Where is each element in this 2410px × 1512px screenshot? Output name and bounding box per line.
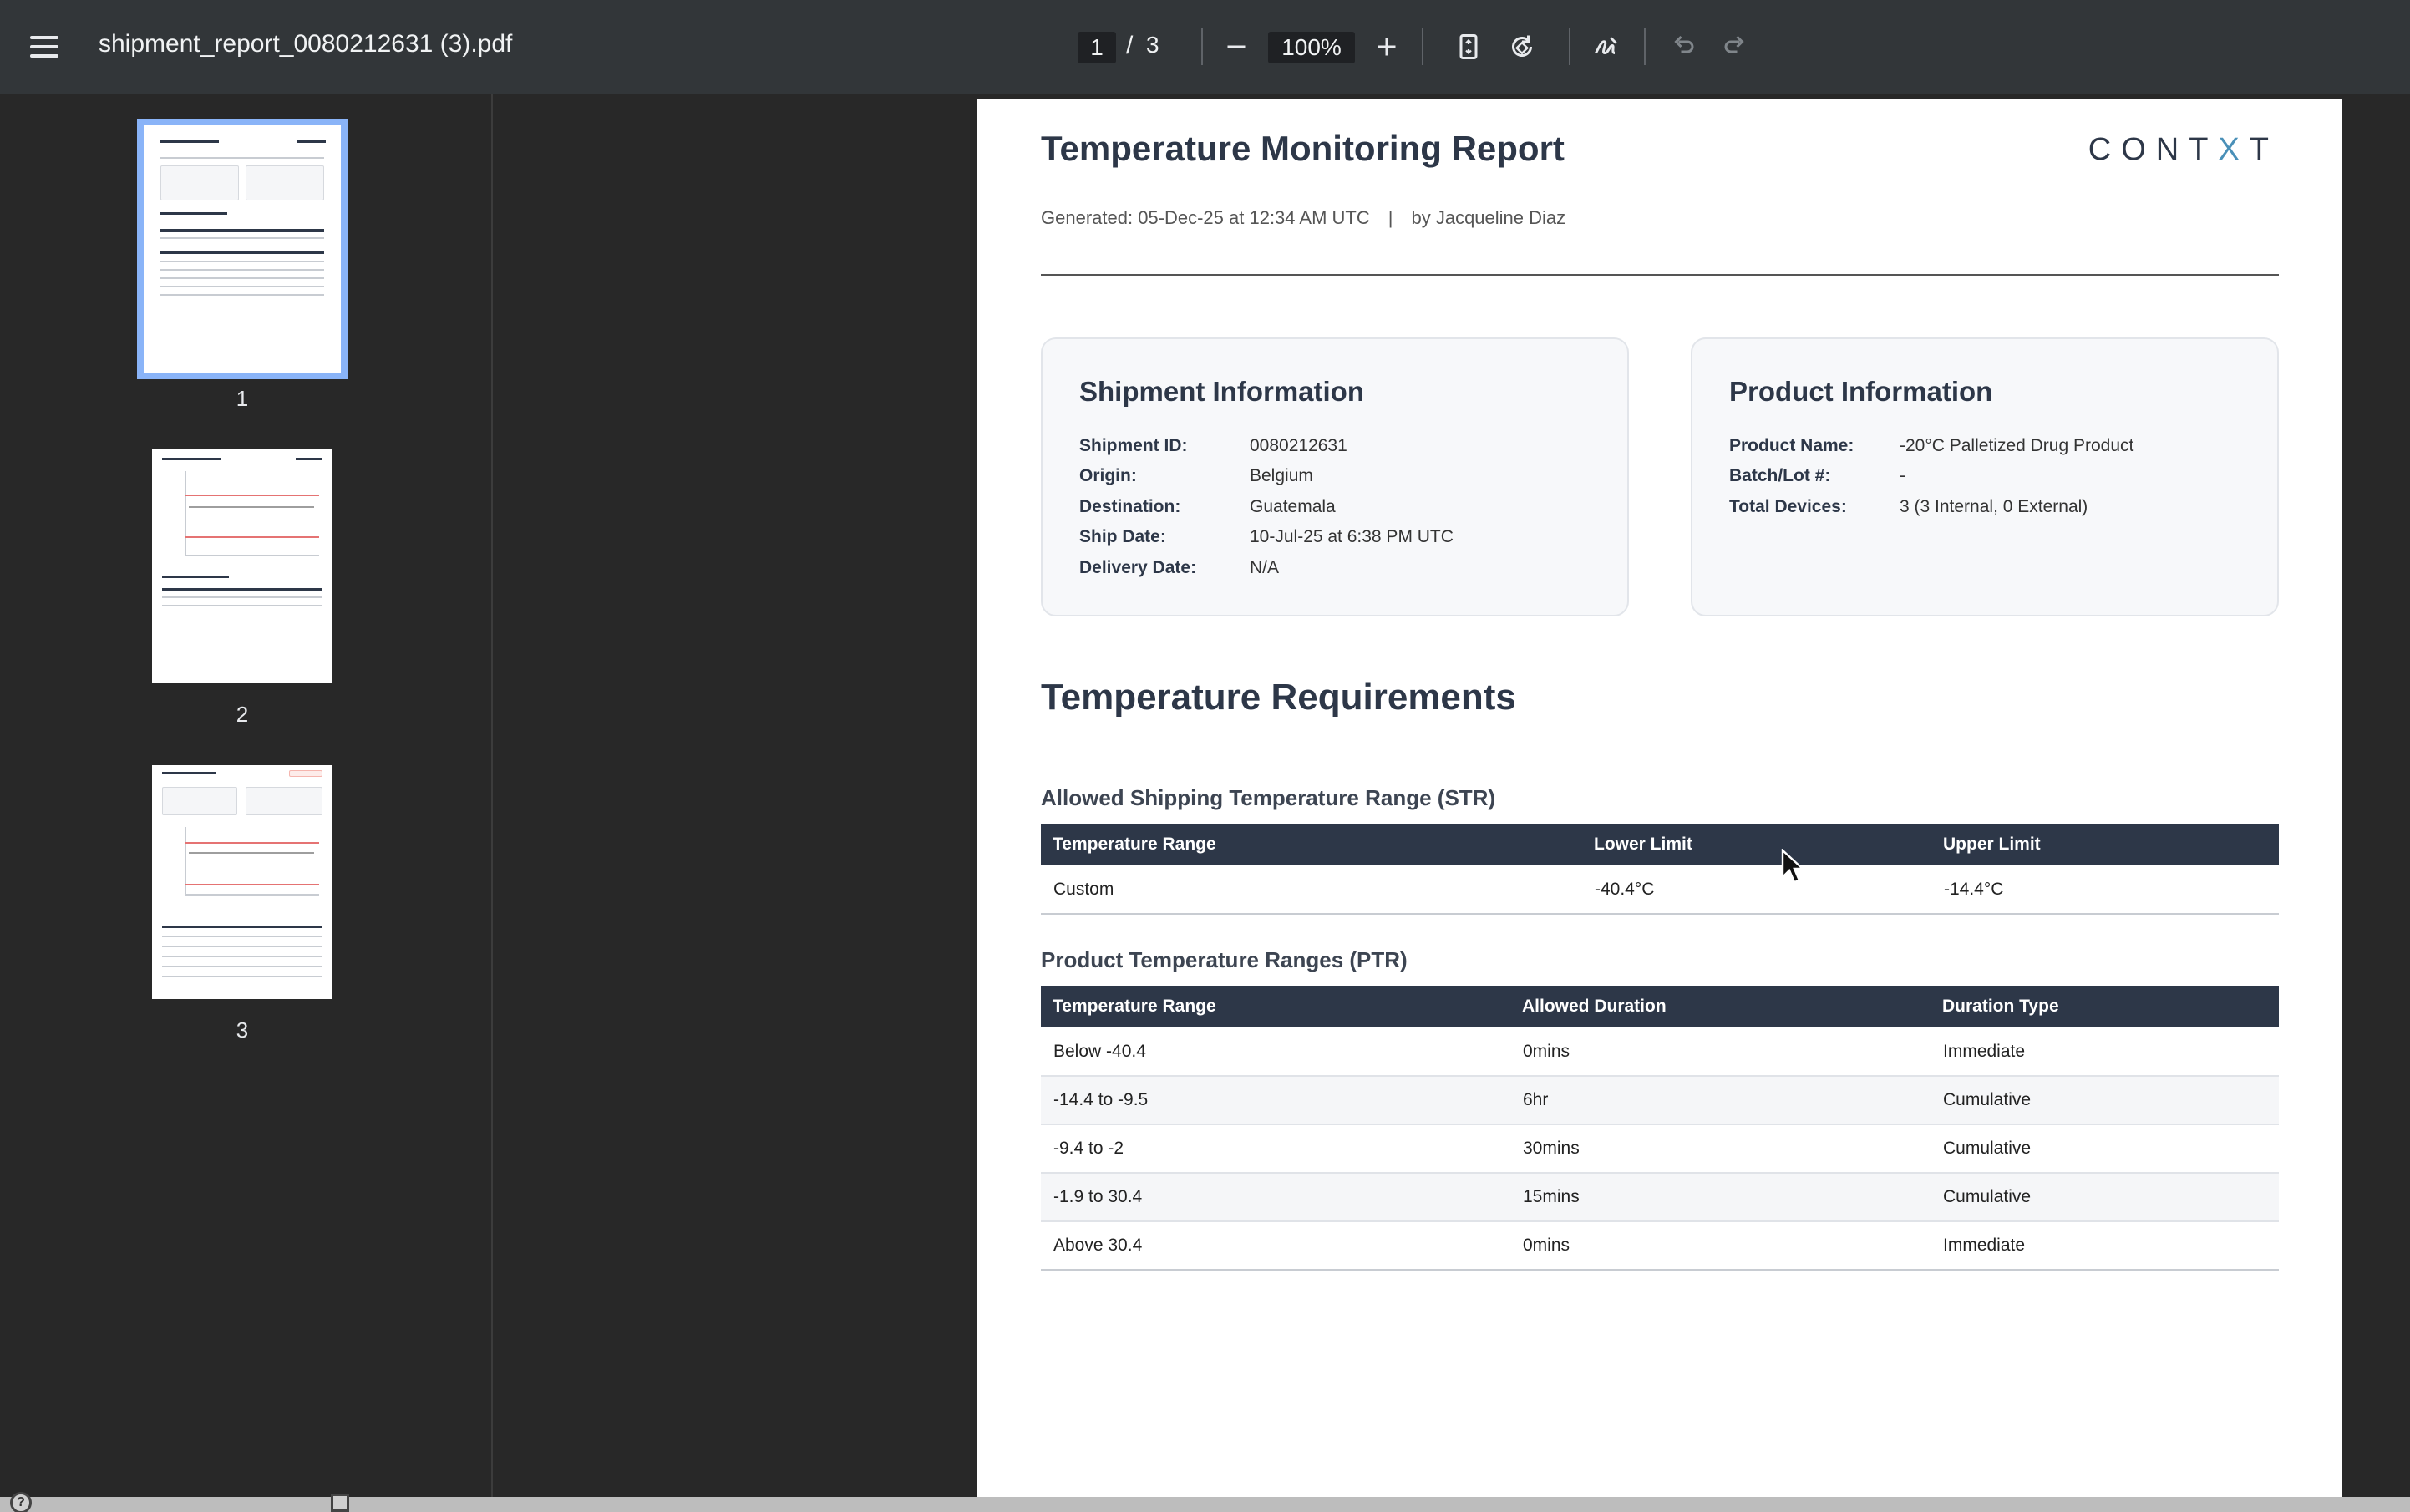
thumb-title-line	[162, 772, 216, 774]
info-row	[1079, 497, 1336, 517]
thumb-chart-series	[189, 506, 314, 508]
info-value: 3 (3 Internal, 0 External)	[1900, 497, 2088, 516]
table-cell: -14.4 to -9.5	[1041, 1076, 1510, 1124]
annotate-button[interactable]	[1587, 27, 1627, 67]
table-cell: Custom	[1041, 865, 1582, 914]
page-thumbnail-1[interactable]	[144, 125, 341, 373]
thumb-card	[246, 165, 324, 200]
table-row	[1041, 1221, 2279, 1270]
thumb-table-line	[160, 277, 324, 279]
info-row	[1079, 466, 1313, 486]
report-author: by Jacqueline Diaz	[1411, 207, 1566, 228]
table-cell: -1.9 to 30.4	[1041, 1173, 1510, 1221]
redo-button[interactable]	[1716, 27, 1756, 67]
redo-icon	[1721, 32, 1751, 62]
zoom-level-input[interactable]: 100%	[1268, 32, 1355, 63]
status-strip	[0, 1497, 2410, 1512]
info-key: Ship Date:	[1079, 527, 1166, 546]
info-value: Guatemala	[1250, 497, 1336, 516]
thumb-chart-axis	[185, 471, 186, 555]
table-cell: Cumulative	[1931, 1173, 2279, 1221]
thumb-chart-series	[189, 852, 314, 854]
table-cell: Immediate	[1931, 1027, 2279, 1076]
info-row	[1729, 497, 2088, 517]
info-value: N/A	[1250, 558, 1280, 577]
zoom-out-button[interactable]	[1216, 27, 1256, 67]
thumb-table-line	[160, 269, 324, 271]
table-cell: -9.4 to -2	[1041, 1124, 1510, 1173]
table-row	[1041, 1027, 2279, 1076]
thumbnail-sidebar	[0, 94, 493, 1497]
thumb-table-header	[160, 229, 324, 232]
thumb-heading-line	[160, 212, 227, 215]
menu-icon[interactable]	[25, 28, 63, 65]
table-cell: 30mins	[1510, 1124, 1931, 1173]
company-logo: CONTXT	[2088, 132, 2279, 167]
table-header-row	[1041, 824, 2279, 865]
info-value: -20°C Palletized Drug Product	[1900, 436, 2134, 455]
thumb-table-line	[162, 976, 322, 977]
info-key: Delivery Date:	[1079, 558, 1197, 577]
thumb-table-line	[162, 966, 322, 967]
rotate-button[interactable]	[1502, 27, 1542, 67]
table-header-row	[1041, 986, 2279, 1027]
thumb-table-line	[162, 956, 322, 957]
table-cell: 0mins	[1510, 1027, 1931, 1076]
thumb-rule	[160, 157, 324, 159]
table-cell: 0mins	[1510, 1221, 1931, 1270]
thumbnail-label: 2	[236, 702, 249, 727]
info-value: 10-Jul-25 at 6:38 PM UTC	[1250, 527, 1454, 546]
info-value: 0080212631	[1250, 436, 1347, 455]
signature-icon	[1592, 32, 1622, 62]
table-cell: Above 30.4	[1041, 1221, 1510, 1270]
toolbar-divider	[1644, 28, 1646, 65]
thumb-chart-axis	[185, 894, 319, 896]
thumb-logo-line	[296, 458, 322, 460]
shipment-info-card	[1041, 337, 1629, 616]
column-header: Allowed Duration	[1510, 986, 1931, 1027]
layout-icon[interactable]	[331, 1494, 349, 1512]
str-table	[1041, 824, 2279, 915]
document-title: shipment_report_0080212631 (3).pdf	[99, 30, 513, 58]
thumb-title-line	[162, 458, 221, 460]
page-separator: /	[1126, 32, 1134, 59]
table-cell: 15mins	[1510, 1173, 1931, 1221]
plus-icon	[1372, 32, 1402, 62]
thumb-chart-line	[185, 842, 319, 844]
table-cell: Cumulative	[1931, 1076, 2279, 1124]
current-page-input[interactable]: 1	[1078, 32, 1116, 63]
rotate-icon	[1507, 32, 1537, 62]
thumb-status-badge	[289, 770, 322, 777]
thumb-table-header	[162, 926, 322, 928]
info-key: Product Name:	[1729, 436, 1854, 455]
thumb-chart-line	[185, 495, 319, 496]
ptr-heading: Product Temperature Ranges (PTR)	[1041, 947, 1408, 972]
undo-icon	[1667, 32, 1697, 62]
page-thumbnail-2[interactable]	[152, 449, 332, 683]
card-title: Shipment Information	[1079, 376, 1364, 407]
thumb-card	[160, 165, 239, 200]
help-icon[interactable]: ?	[10, 1492, 32, 1512]
toolbar-divider	[1201, 28, 1203, 65]
thumb-card	[162, 787, 237, 815]
zoom-in-button[interactable]	[1367, 27, 1407, 67]
column-header: Lower Limit	[1582, 824, 1931, 865]
column-header: Temperature Range	[1041, 824, 1582, 865]
info-key: Shipment ID:	[1079, 436, 1188, 455]
thumb-table-header	[162, 588, 322, 591]
requirements-heading: Temperature Requirements	[1041, 677, 1516, 718]
table-cell: Immediate	[1931, 1221, 2279, 1270]
info-row	[1729, 466, 1905, 486]
thumb-table-line	[162, 596, 322, 598]
column-header: Duration Type	[1931, 986, 2279, 1027]
report-meta	[1041, 207, 1565, 229]
thumbnail-label: 3	[236, 1017, 249, 1043]
str-heading: Allowed Shipping Temperature Range (STR)	[1041, 785, 1496, 810]
thumb-chart-line	[185, 536, 319, 538]
thumb-table-line	[162, 605, 322, 606]
header-divider	[1041, 274, 2279, 276]
fit-to-page-icon	[1454, 32, 1484, 62]
thumb-table-line	[160, 294, 324, 296]
table-cell: 6hr	[1510, 1076, 1931, 1124]
thumb-title-line	[160, 140, 219, 143]
mouse-cursor-icon	[1781, 849, 1806, 885]
thumb-table-line	[160, 237, 324, 239]
thumb-table-line	[160, 286, 324, 287]
info-key: Total Devices:	[1729, 497, 1847, 516]
table-row	[1041, 1076, 2279, 1124]
info-key: Destination:	[1079, 497, 1181, 516]
thumb-chart-axis	[185, 555, 319, 556]
table-cell: -14.4°C	[1931, 865, 2279, 914]
column-header: Temperature Range	[1041, 986, 1510, 1027]
meta-separator: |	[1388, 207, 1393, 228]
table-row	[1041, 1173, 2279, 1221]
minus-icon	[1221, 32, 1251, 62]
info-row	[1729, 436, 2133, 456]
table-cell: Below -40.4	[1041, 1027, 1510, 1076]
thumb-card	[246, 787, 322, 815]
table-row	[1041, 1124, 2279, 1173]
thumb-logo-line	[297, 140, 326, 143]
table-row	[1041, 865, 2279, 914]
page-thumbnail-3[interactable]	[152, 765, 332, 999]
thumb-table-header	[160, 251, 324, 254]
info-row	[1079, 436, 1347, 456]
toolbar-divider	[1569, 28, 1570, 65]
thumb-table-line	[160, 261, 324, 262]
undo-button[interactable]	[1662, 27, 1702, 67]
generated-timestamp: Generated: 05-Dec-25 at 12:34 AM UTC	[1041, 207, 1370, 228]
card-title: Product Information	[1729, 376, 1993, 407]
info-value: Belgium	[1250, 466, 1313, 485]
thumb-heading-line	[162, 576, 229, 578]
info-key: Origin:	[1079, 466, 1137, 485]
report-title: Temperature Monitoring Report	[1041, 129, 1565, 168]
column-header: Upper Limit	[1931, 824, 2279, 865]
thumb-chart-line	[185, 884, 319, 885]
info-row	[1079, 527, 1454, 547]
info-key: Batch/Lot #:	[1729, 466, 1831, 485]
info-value: -	[1900, 466, 1905, 485]
fit-page-button[interactable]	[1449, 27, 1489, 67]
thumb-table-line	[162, 946, 322, 947]
table-cell: Cumulative	[1931, 1124, 2279, 1173]
total-pages: 3	[1146, 32, 1159, 58]
table-cell: -40.4°C	[1582, 865, 1931, 914]
product-info-card	[1691, 337, 2279, 616]
thumb-table-line	[162, 936, 322, 937]
toolbar-divider	[1422, 28, 1423, 65]
pdf-page	[977, 99, 2342, 1497]
info-row	[1079, 558, 1279, 578]
ptr-table	[1041, 986, 2279, 1271]
pdf-toolbar	[0, 0, 2410, 94]
thumbnail-label: 1	[236, 386, 249, 411]
